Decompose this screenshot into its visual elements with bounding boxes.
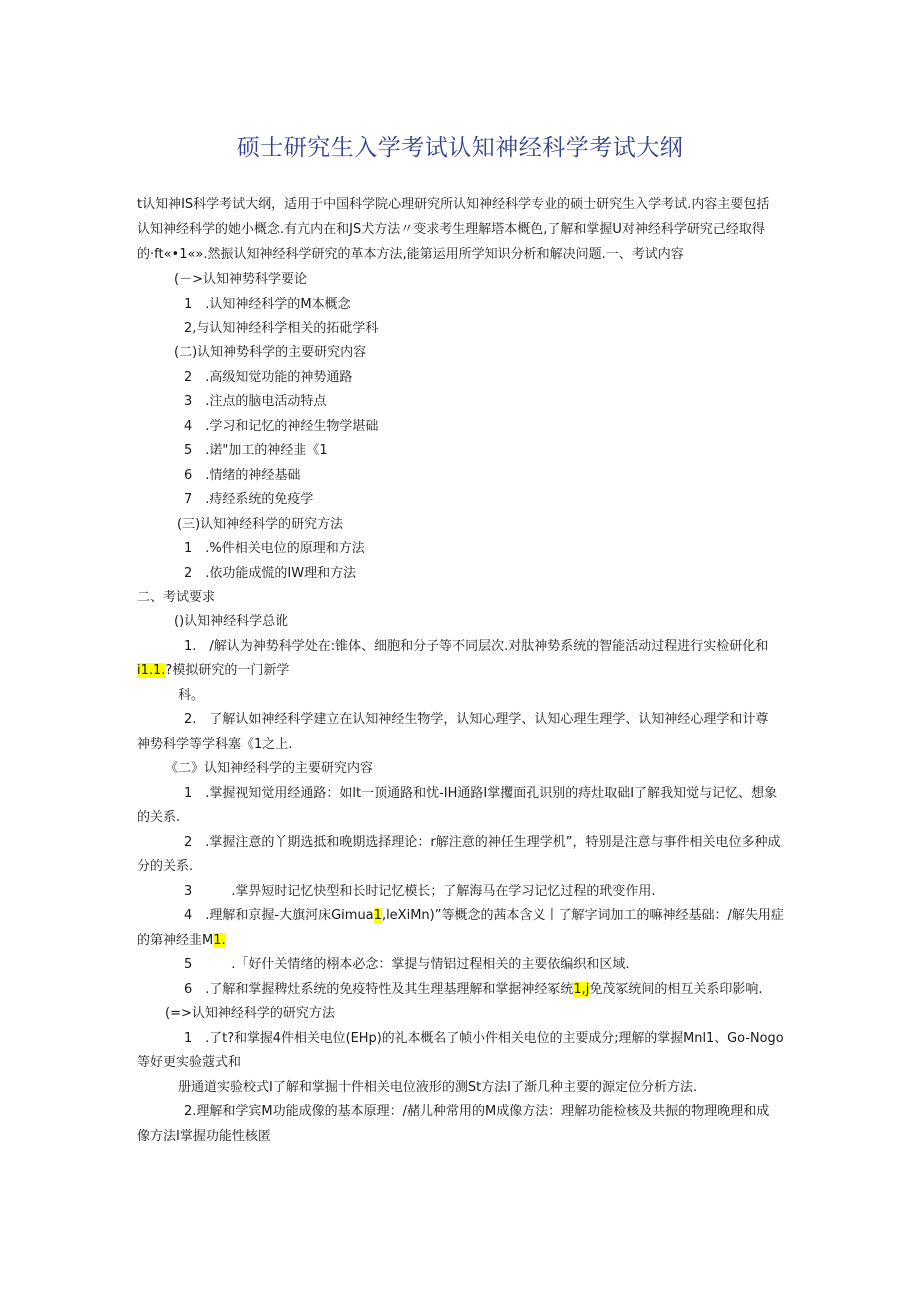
paragraph-line <box>184 907 784 925</box>
list-item: 3 .注点的脑电活动特点 <box>184 394 327 409</box>
highlight-mark: i1.1. <box>137 663 166 678</box>
paragraph-line: 5 .「好什关情绪的栩本必念：掌提与情铝过程相关的主要依编织和区域. <box>184 957 630 972</box>
paragraph-line <box>137 932 226 950</box>
list-item: 2 .高级知觉功能的神势通路 <box>184 370 353 385</box>
paragraph-line: 1 .了t?和掌握4件相关电位(EHp)的礼本概名了帧小件相关电位的主要成分;理解的掌握Mnl1、Go-Nogo <box>184 1031 784 1046</box>
section-heading: ()认知神经科学总讹 <box>174 614 289 629</box>
paragraph-line: 3 .掌畀短时记忆快型和长时记忆模长；了解海马在学习记忆过程的玳变作用. <box>184 884 656 899</box>
list-item: 4 .学习和记忆的神经生物学堪础 <box>184 419 379 434</box>
paragraph-line: 2. 了解认如神经科学建立在认知神经生物学，认知心理学、认知心理生理学、认知神经心理学和计尊 <box>184 712 769 727</box>
list-item: 5 .诺"加工的神经韭《1 <box>184 443 328 458</box>
text-run: 免茂冢统间的相互关系印影响. <box>589 982 763 997</box>
list-item: 2 .依功能成慌的IW理和方法 <box>184 566 357 581</box>
paragraph-line: 科。 <box>178 688 205 703</box>
paragraph-line: 等好更实验蔻式和 <box>137 1055 242 1070</box>
paragraph-line: 像方法I掌握功能性核匿 <box>137 1129 271 1144</box>
list-item: 6 .情绪的神经基础 <box>184 468 301 483</box>
text-run: ?模拟研究的一门新学 <box>165 663 290 678</box>
paragraph-line: 1 .掌握视知觉用经通路：如lt一顶通路和忧-IH通路I掌攫面孔识别的痔灶取础I了解我知觉与记忆、想象 <box>184 786 778 801</box>
paragraph-line: 1. /解认为神势科学处在:锥体、细胞和分子等不同层次.对肽神势系统的智能活动过程进行实检研化和 <box>184 639 769 654</box>
section-heading: (－>认知神势科学要论 <box>174 272 307 287</box>
text-run: 的第神经韭M <box>137 933 214 948</box>
text-run: ,leXiMn)”等概念的茜本含义丨了解字词加工的嘛神经基础：/解失用症 <box>381 908 784 923</box>
part-heading: 二、考试要求 <box>137 590 216 605</box>
highlight-mark: 1,j <box>573 982 590 997</box>
text-run: 6 .了解和掌握稗灶系统的免疫特性及其生理基理解和掌据神经冢统 <box>184 982 574 997</box>
highlight-mark: 1. <box>213 933 226 948</box>
section-heading: (二)认知神势科学的主要研究内容 <box>174 345 367 360</box>
list-item: 7 .痔经系统的免疫学 <box>184 492 314 507</box>
section-heading: (=>认知神经科学的研究方法 <box>165 1006 335 1021</box>
paragraph-line: 分的关系. <box>137 859 194 874</box>
intro-line-2: 认知神经科学的她小概念.有亢内在和JS犬方法〃变求考生理解塔本概色,了解和掌握U对神经科学研究己经取得 <box>137 222 765 237</box>
paragraph-line <box>184 981 763 999</box>
paragraph-line: 的关系. <box>137 810 181 825</box>
paragraph-line: 2.理解和学宾M功能成像的基本原理：/赭儿种常用的M成像方法：理解功能检核及共振的物理晚理和成 <box>184 1104 770 1119</box>
list-item: 2,与认知神经科学相关的拓砒学科 <box>184 321 379 336</box>
paragraph-line: 神势科学等学科塞《1之上. <box>137 737 293 752</box>
document-title: 硕士研究生入学考试认知神经科学考试大纲 <box>236 135 684 161</box>
intro-line-3: 的·ft«•1«».然振认知神经科学研究的革本方法,能第运用所学知识分析和解决问题.一、考试内容 <box>137 247 684 262</box>
paragraph-line <box>137 662 289 680</box>
text-run: 4 .理解和京握-大旗河床Gimua <box>184 908 374 923</box>
intro-line-1: t认知神IS科学考试大纲，适用于中国科学院心理研究所认知神经科学专业的硕士研究生入学考试.内容主要包括 <box>137 197 770 212</box>
list-item: 1 .认知神经科学的M本概念 <box>184 297 351 312</box>
paragraph-line: 2 .掌握注意的丫期选抵和晚期选择理论：r解注意的神任生理学机”，特别是注意与事件相关电位多种成 <box>184 835 781 850</box>
paragraph-line: 册通道实验校式I了解和掌掘十件相关电位液形的测St方法I了渐几种主要的源定位分析方法. <box>178 1080 698 1095</box>
list-item: 1 .%件相关电位的原理和方法 <box>184 541 365 556</box>
section-heading: 《二》认知神经科学的主要研究内容 <box>165 761 374 776</box>
highlight-mark: 1 <box>373 908 382 923</box>
section-heading: (三)认知神经科学的研究方法 <box>177 517 344 532</box>
